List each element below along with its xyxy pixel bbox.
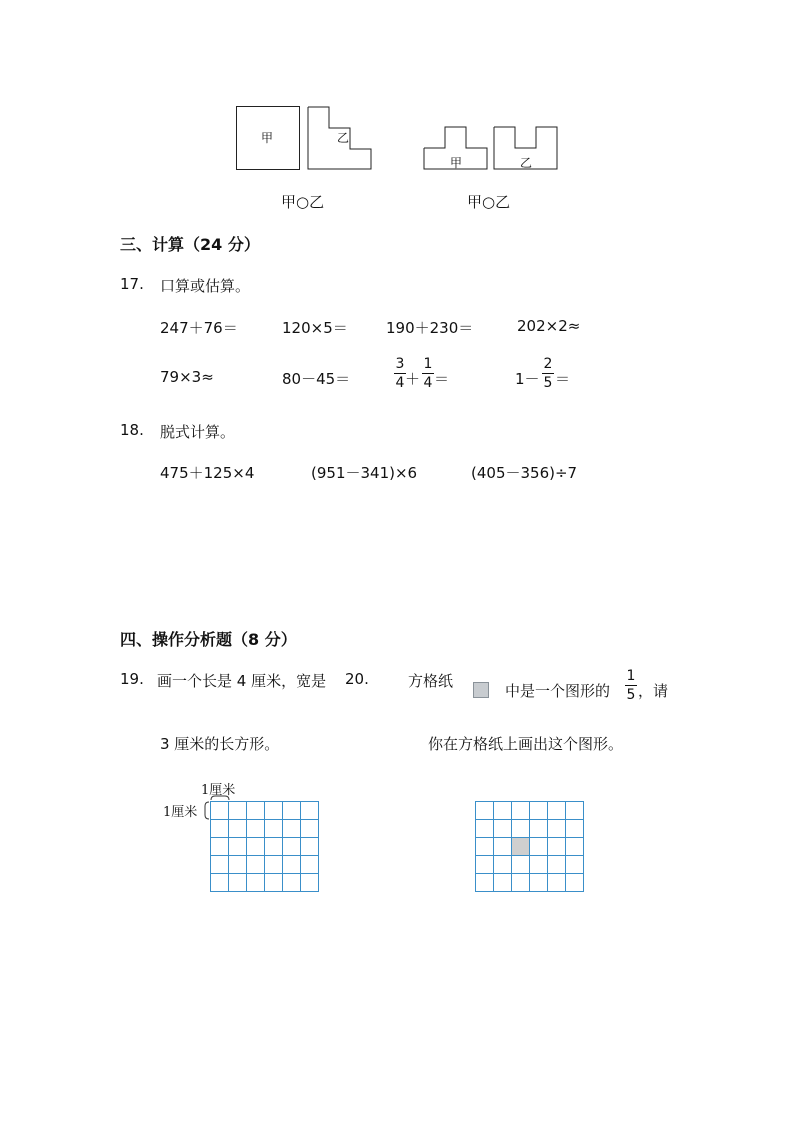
- fraction-1-4: 1 4: [423, 356, 433, 391]
- fraction-3-4: 3 4: [395, 356, 405, 391]
- q20-text-b: 中是一个图形的: [505, 682, 611, 700]
- grid-paper-left[interactable]: [210, 801, 319, 892]
- q20-label: 20.: [345, 670, 369, 688]
- q17-item-4: 202×2≈: [517, 317, 581, 335]
- q18-label: 18.: [120, 421, 144, 439]
- shape-label-jia: 甲: [261, 131, 274, 145]
- grid-paper-right[interactable]: [475, 801, 584, 892]
- q18-text: 脱式计算。: [160, 423, 236, 441]
- q18-item-3: (405－356)÷7: [471, 464, 578, 482]
- one-minus: 1－: [515, 370, 540, 388]
- section-title-calculation: 三、计算（24 分）: [120, 235, 260, 254]
- shape-label-yi: 乙: [337, 131, 350, 145]
- shaded-square-icon: [473, 682, 489, 698]
- unit-label-top: 1厘米: [201, 783, 236, 798]
- q17-item-1: 247＋76＝: [160, 319, 238, 337]
- equals-sign-2: ＝: [555, 370, 571, 388]
- q17-item-2: 120×5＝: [282, 319, 348, 337]
- q17-item-3: 190＋230＝: [386, 319, 474, 337]
- shaded-cell: [512, 838, 530, 856]
- equals-sign: ＝: [434, 370, 450, 388]
- q19-line2: 3 厘米的长方形。: [160, 735, 280, 753]
- plus-sign: ＋: [405, 370, 421, 388]
- section-title-operation: 四、操作分析题（8 分）: [120, 630, 297, 649]
- q19-line1: 画一个长是 4 厘米，宽是: [157, 672, 327, 690]
- q17-item-6: 80－45＝: [282, 370, 351, 388]
- q19-label: 19.: [120, 670, 144, 688]
- fraction-1-5: 1 5: [626, 668, 636, 703]
- q17-text: 口算或估算。: [160, 277, 251, 295]
- q18-item-2: (951－341)×6: [311, 464, 418, 482]
- q17-item-5: 79×3≈: [160, 368, 214, 386]
- q18-item-1: 475＋125×4: [160, 464, 255, 482]
- compare-right: 甲○乙: [467, 193, 511, 211]
- shape-label-yi-2: 乙: [520, 156, 533, 170]
- unit-label-left: 1厘米: [163, 805, 198, 820]
- shape-label-jia-2: 甲: [450, 156, 463, 170]
- fraction-2-5: 2 5: [543, 356, 553, 391]
- q20-text-a: 方格纸: [408, 672, 454, 690]
- q20-text-c: ，请: [638, 682, 669, 700]
- compare-left: 甲○乙: [281, 193, 325, 211]
- q20-line2: 你在方格纸上画出这个图形。: [428, 735, 624, 753]
- q17-label: 17.: [120, 275, 144, 293]
